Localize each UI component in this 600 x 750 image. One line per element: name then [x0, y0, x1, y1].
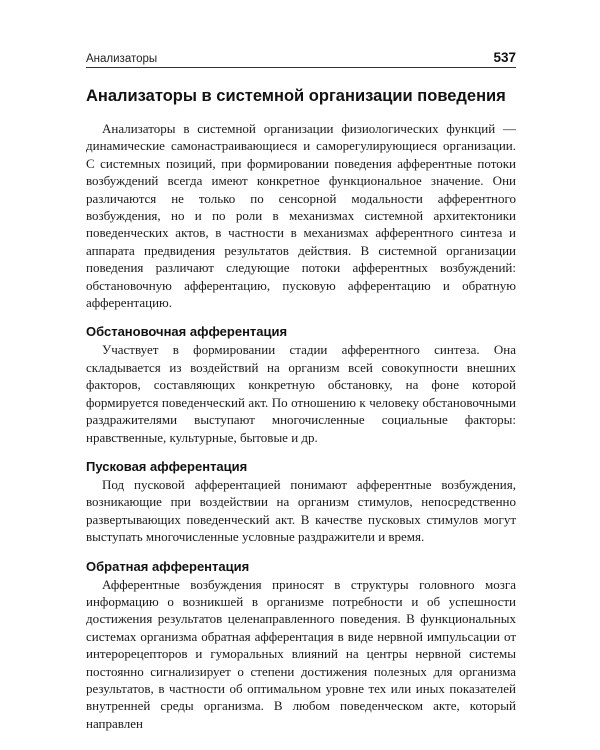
page-content [86, 87, 516, 744]
section-paragraph-situational: Участвует в формировании стадии афферентного синтеза. Она складывается из воздействий на организм всей совокупности внешних факторов, составляющих конкретную обстановку, на фоне которой формируется поведенческий акт. По отношению к человеку обстановочными раздражителями выступают многочисленные социальные факторы: нравственные, культурные, бытовые и др. [86, 342, 516, 445]
section-paragraph-feedback: Афферентные возбуждения приносят в структуры головного мозга информацию о возникшей в организме потребности и об успешности достижения результатов целенаправленного поведения. В функциональных системах организма обратная афферентация в виде нервной импульсации от интерорецепторов и гуморальных влияний на центры нервной системы постоянно сигнализирует о степени достижения полезных для организма результатов, в частности об оптимальном уровне тех или иных показателей внутренней среды организма. В любом поведенческом акте, который направлен [86, 576, 516, 731]
running-header [86, 50, 516, 68]
page-number: 537 [493, 50, 516, 65]
running-head-section: Анализаторы [86, 53, 158, 65]
section-heading-feedback: Обратная афферентация [86, 558, 250, 574]
chapter-title: Анализаторы в системной организации поведения [86, 87, 506, 105]
section-heading-trigger: Пусковая афферентация [86, 458, 248, 474]
section-heading-situational: Обстановочная афферентация [86, 324, 288, 340]
section-paragraph-trigger: Под пусковой афферентацией понимают афферентные возбуждения, возникающие при воздействии на организм стимулов, непосредственно развертывающих поведенческий акт. В качестве пусковых стимулов могут выступать многочисленные условные раздражители и время. [86, 476, 516, 545]
intro-paragraph: Анализаторы в системной организации физиологических функций — динамические самонастраивающиеся и саморегулирующиеся организации. С системных позиций, при формировании поведения афферентные потоки возбуждений всегда имеют конкретное функциональное значение. Они различаются не только по сенсорной модальности афферентного возбуждения, но и по роли в механизмах системной архитектоники поведенческих актов, в частности в механизмах афферентного синтеза и аппарата предвидения результатов действия. В системной организации поведения различают следующие потоки афферентных возбуждений: обстановочную афферентацию, пусковую афферентацию и обратную афферентацию. [86, 121, 516, 311]
